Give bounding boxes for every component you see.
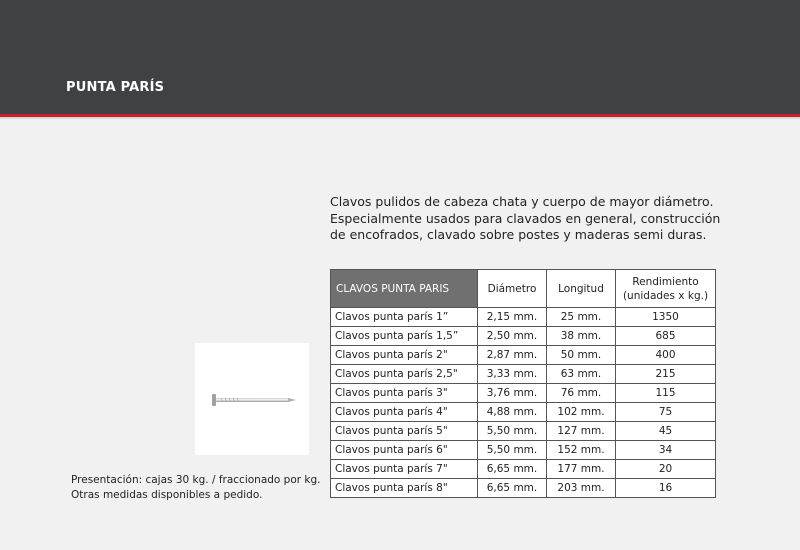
table-row xyxy=(331,346,716,365)
cell-yield: 685 xyxy=(616,327,716,346)
cell-product: Clavos punta parís 2" xyxy=(331,346,478,365)
cell-yield: 16 xyxy=(616,479,716,498)
cell-length: 38 mm. xyxy=(547,327,616,346)
table-row xyxy=(331,422,716,441)
table-row xyxy=(331,441,716,460)
presentation-note xyxy=(71,473,321,502)
table-row xyxy=(331,403,716,422)
table-header-row xyxy=(331,270,716,308)
cell-product: Clavos punta parís 2,5" xyxy=(331,365,478,384)
cell-diameter: 5,50 mm. xyxy=(478,441,547,460)
cell-yield: 34 xyxy=(616,441,716,460)
table-row xyxy=(331,327,716,346)
cell-diameter: 2,87 mm. xyxy=(478,346,547,365)
divider xyxy=(0,117,800,119)
yield-label: Rendimiento xyxy=(632,275,699,288)
cell-length: 102 mm. xyxy=(547,403,616,422)
column-header-yield xyxy=(616,270,716,308)
spec-table xyxy=(330,269,716,498)
cell-product: Clavos punta parís 1,5” xyxy=(331,327,478,346)
cell-length: 76 mm. xyxy=(547,384,616,403)
cell-diameter: 2,50 mm. xyxy=(478,327,547,346)
presentation-line: Otras medidas disponibles a pedido. xyxy=(71,488,263,501)
cell-yield: 400 xyxy=(616,346,716,365)
cell-yield: 75 xyxy=(616,403,716,422)
description-line: de encofrados, clavado sobre postes y maderas semi duras. xyxy=(330,227,707,242)
cell-product: Clavos punta parís 3" xyxy=(331,384,478,403)
cell-product: Clavos punta parís 8" xyxy=(331,479,478,498)
product-description xyxy=(330,194,750,244)
cell-diameter: 4,88 mm. xyxy=(478,403,547,422)
cell-product: Clavos punta parís 4" xyxy=(331,403,478,422)
cell-diameter: 3,33 mm. xyxy=(478,365,547,384)
cell-diameter: 6,65 mm. xyxy=(478,460,547,479)
nail-icon xyxy=(195,343,309,455)
cell-length: 152 mm. xyxy=(547,441,616,460)
column-header-product: CLAVOS PUNTA PARIS xyxy=(331,270,478,308)
table-row xyxy=(331,479,716,498)
cell-product: Clavos punta parís 6" xyxy=(331,441,478,460)
cell-yield: 115 xyxy=(616,384,716,403)
cell-yield: 1350 xyxy=(616,308,716,327)
cell-diameter: 5,50 mm. xyxy=(478,422,547,441)
cell-yield: 215 xyxy=(616,365,716,384)
column-header-length: Longitud xyxy=(547,270,616,308)
column-header-diameter: Diámetro xyxy=(478,270,547,308)
cell-length: 203 mm. xyxy=(547,479,616,498)
header-bar xyxy=(0,0,800,114)
cell-length: 63 mm. xyxy=(547,365,616,384)
cell-product: Clavos punta parís 7" xyxy=(331,460,478,479)
table-row xyxy=(331,365,716,384)
cell-product: Clavos punta parís 1” xyxy=(331,308,478,327)
table-row xyxy=(331,308,716,327)
table-row xyxy=(331,384,716,403)
description-line: Especialmente usados para clavados en general, construcción xyxy=(330,210,721,226)
cell-length: 25 mm. xyxy=(547,308,616,327)
cell-diameter: 6,65 mm. xyxy=(478,479,547,498)
cell-length: 177 mm. xyxy=(547,460,616,479)
cell-diameter: 3,76 mm. xyxy=(478,384,547,403)
description-line: Clavos pulidos de cabeza chata y cuerpo de mayor diámetro. xyxy=(330,194,714,209)
presentation-line: Presentación: cajas 30 kg. / fraccionado por kg. xyxy=(71,474,321,486)
yield-unit: (unidades x kg.) xyxy=(622,289,709,302)
product-photo xyxy=(195,343,309,455)
page-title: PUNTA PARÍS xyxy=(66,80,165,95)
cell-length: 127 mm. xyxy=(547,422,616,441)
cell-diameter: 2,15 mm. xyxy=(478,308,547,327)
cell-product: Clavos punta parís 5" xyxy=(331,422,478,441)
cell-yield: 20 xyxy=(616,460,716,479)
cell-length: 50 mm. xyxy=(547,346,616,365)
table-row xyxy=(331,460,716,479)
cell-yield: 45 xyxy=(616,422,716,441)
